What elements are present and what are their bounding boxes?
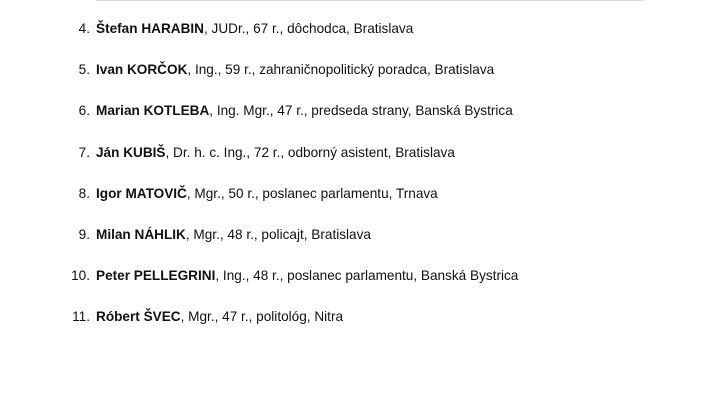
candidate-name: Ján KUBIŠ xyxy=(96,144,166,160)
candidate-name: Igor MATOVIČ xyxy=(96,185,187,201)
top-rule xyxy=(96,0,644,1)
candidate-name: Marian KOTLEBA xyxy=(96,103,210,119)
list-item xyxy=(0,62,720,103)
list-item xyxy=(0,268,720,309)
candidate-details: , Ing., 48 r., poslanec parlamentu, Banská Bystrica xyxy=(215,268,519,284)
list-item xyxy=(0,103,720,144)
candidate-name: Štefan HARABIN xyxy=(96,21,204,36)
list-item xyxy=(0,227,720,268)
candidate-number: 11. xyxy=(72,309,90,325)
candidate-name: Peter PELLEGRINI xyxy=(96,268,216,284)
candidate-number: 10. xyxy=(71,268,90,284)
candidate-list xyxy=(0,21,720,351)
candidate-details: , Ing., 59 r., zahraničnopolitický poradca, Bratislava xyxy=(187,62,495,78)
candidate-name: Ivan KORČOK xyxy=(96,62,188,78)
list-item xyxy=(0,145,720,186)
candidate-name: Milan NÁHLIK xyxy=(96,226,186,242)
candidate-number: 9. xyxy=(78,226,90,242)
list-item xyxy=(0,21,720,62)
candidate-details: , Mgr., 50 r., poslanec parlamentu, Trnava xyxy=(186,185,438,201)
candidate-number: 5. xyxy=(78,62,90,78)
candidate-details: , Mgr., 47 r., politológ, Nitra xyxy=(180,309,344,325)
candidate-details: , JUDr., 67 r., dôchodca, Bratislava xyxy=(204,21,414,36)
candidate-number: 4. xyxy=(78,21,90,36)
candidate-details: , Mgr., 48 r., policajt, Bratislava xyxy=(185,226,371,242)
candidate-details: , Dr. h. c. Ing., 72 r., odborný asistent, Bratislava xyxy=(165,144,455,160)
list-item xyxy=(0,186,720,227)
candidate-number: 6. xyxy=(78,103,90,119)
candidate-number: 7. xyxy=(78,144,90,160)
candidate-number: 8. xyxy=(78,185,90,201)
list-item xyxy=(0,309,720,350)
candidate-name: Róbert ŠVEC xyxy=(96,309,181,325)
candidate-details: , Ing. Mgr., 47 r., predseda strany, Banská Bystrica xyxy=(209,103,513,119)
